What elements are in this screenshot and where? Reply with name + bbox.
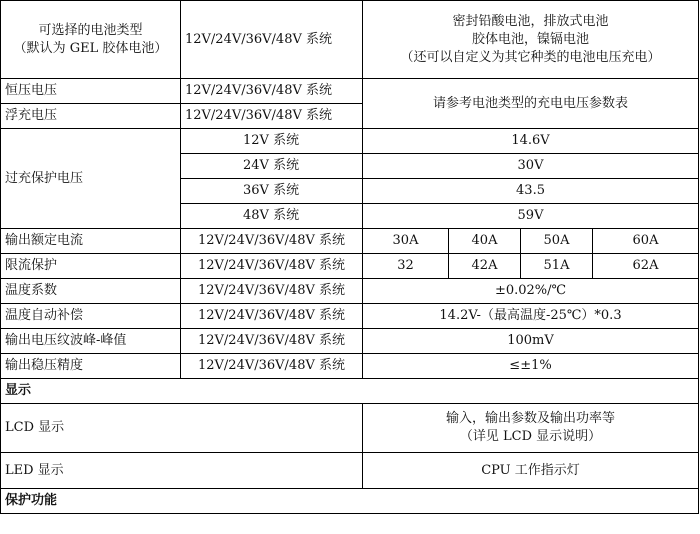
temp-coefficient-value: ±0.02%/℃ — [363, 279, 699, 304]
row-constant-voltage — [1, 79, 699, 104]
temp-compensation-label: 温度自动补偿 — [1, 304, 181, 329]
rated-current-system: 12V/24V/36V/48V 系统 — [181, 229, 363, 254]
row-current-limit — [1, 254, 699, 279]
constant-voltage-system: 12V/24V/36V/48V 系统 — [181, 79, 363, 104]
rated-current-value-3: 50A — [521, 229, 593, 254]
temp-coefficient-label: 温度系数 — [1, 279, 181, 304]
row-rated-current — [1, 229, 699, 254]
overcharge-system-24v: 24V 系统 — [181, 154, 363, 179]
current-limit-system: 12V/24V/36V/48V 系统 — [181, 254, 363, 279]
led-label: LED 显示 — [1, 453, 363, 489]
row-regulation — [1, 354, 699, 379]
battery-type-label — [1, 1, 181, 79]
ripple-label: 输出电压纹波峰-峰值 — [1, 329, 181, 354]
overcharge-system-12v: 12V 系统 — [181, 129, 363, 154]
battery-type-label-line2: （默认为 GEL 胶体电池） — [13, 40, 168, 56]
rated-current-label: 输出额定电流 — [1, 229, 181, 254]
row-battery-type — [1, 1, 699, 79]
ripple-system: 12V/24V/36V/48V 系统 — [181, 329, 363, 354]
row-ripple — [1, 329, 699, 354]
lcd-value-line1: 输入，输出参数及输出功率等 — [446, 411, 616, 426]
regulation-value: ≤±1% — [363, 354, 699, 379]
current-limit-value-2: 42A — [449, 254, 521, 279]
overcharge-value-12v: 14.6V — [363, 129, 699, 154]
constant-voltage-label: 恒压电压 — [1, 79, 181, 104]
row-overcharge-12v — [1, 129, 699, 154]
current-limit-label: 限流保护 — [1, 254, 181, 279]
overcharge-value-24v: 30V — [363, 154, 699, 179]
lcd-value-line2: （详见 LCD 显示说明） — [459, 429, 602, 444]
rated-current-value-4: 60A — [593, 229, 699, 254]
charge-reference-note: 请参考电池类型的充电电压参数表 — [363, 79, 699, 129]
protection-section-title: 保护功能 — [1, 489, 699, 514]
current-limit-value-3: 51A — [521, 254, 593, 279]
current-limit-value-1: 32 — [363, 254, 449, 279]
row-temp-coefficient — [1, 279, 699, 304]
lcd-value — [363, 404, 699, 453]
overcharge-value-48v: 59V — [363, 204, 699, 229]
overcharge-system-48v: 48V 系统 — [181, 204, 363, 229]
battery-type-system: 12V/24V/36V/48V 系统 — [181, 1, 363, 79]
battery-type-value-line2: 胶体电池，镍镉电池 — [472, 31, 590, 47]
battery-type-value-line1: 密封铅酸电池，排放式电池 — [452, 13, 609, 29]
rated-current-value-2: 40A — [449, 229, 521, 254]
battery-type-label-line1: 可选择的电池类型 — [38, 22, 143, 38]
battery-type-value-line3: （还可以自定义为其它种类的电池电压充电） — [400, 49, 661, 65]
led-value: CPU 工作指示灯 — [363, 453, 699, 489]
overcharge-label: 过充保护电压 — [1, 129, 181, 229]
row-temp-compensation — [1, 304, 699, 329]
row-display-section — [1, 379, 699, 404]
temp-compensation-system: 12V/24V/36V/48V 系统 — [181, 304, 363, 329]
row-lcd — [1, 404, 699, 453]
regulation-label: 输出稳压精度 — [1, 354, 181, 379]
overcharge-system-36v: 36V 系统 — [181, 179, 363, 204]
lcd-label: LCD 显示 — [1, 404, 363, 453]
battery-type-value — [363, 1, 699, 79]
float-voltage-system: 12V/24V/36V/48V 系统 — [181, 104, 363, 129]
float-voltage-label: 浮充电压 — [1, 104, 181, 129]
row-led — [1, 453, 699, 489]
overcharge-value-36v: 43.5 — [363, 179, 699, 204]
display-section-title: 显示 — [1, 379, 699, 404]
temp-compensation-value: 14.2V-（最高温度-25℃）*0.3 — [363, 304, 699, 329]
regulation-system: 12V/24V/36V/48V 系统 — [181, 354, 363, 379]
ripple-value: 100mV — [363, 329, 699, 354]
rated-current-value-1: 30A — [363, 229, 449, 254]
row-protection-section — [1, 489, 699, 514]
temp-coefficient-system: 12V/24V/36V/48V 系统 — [181, 279, 363, 304]
current-limit-value-4: 62A — [593, 254, 699, 279]
